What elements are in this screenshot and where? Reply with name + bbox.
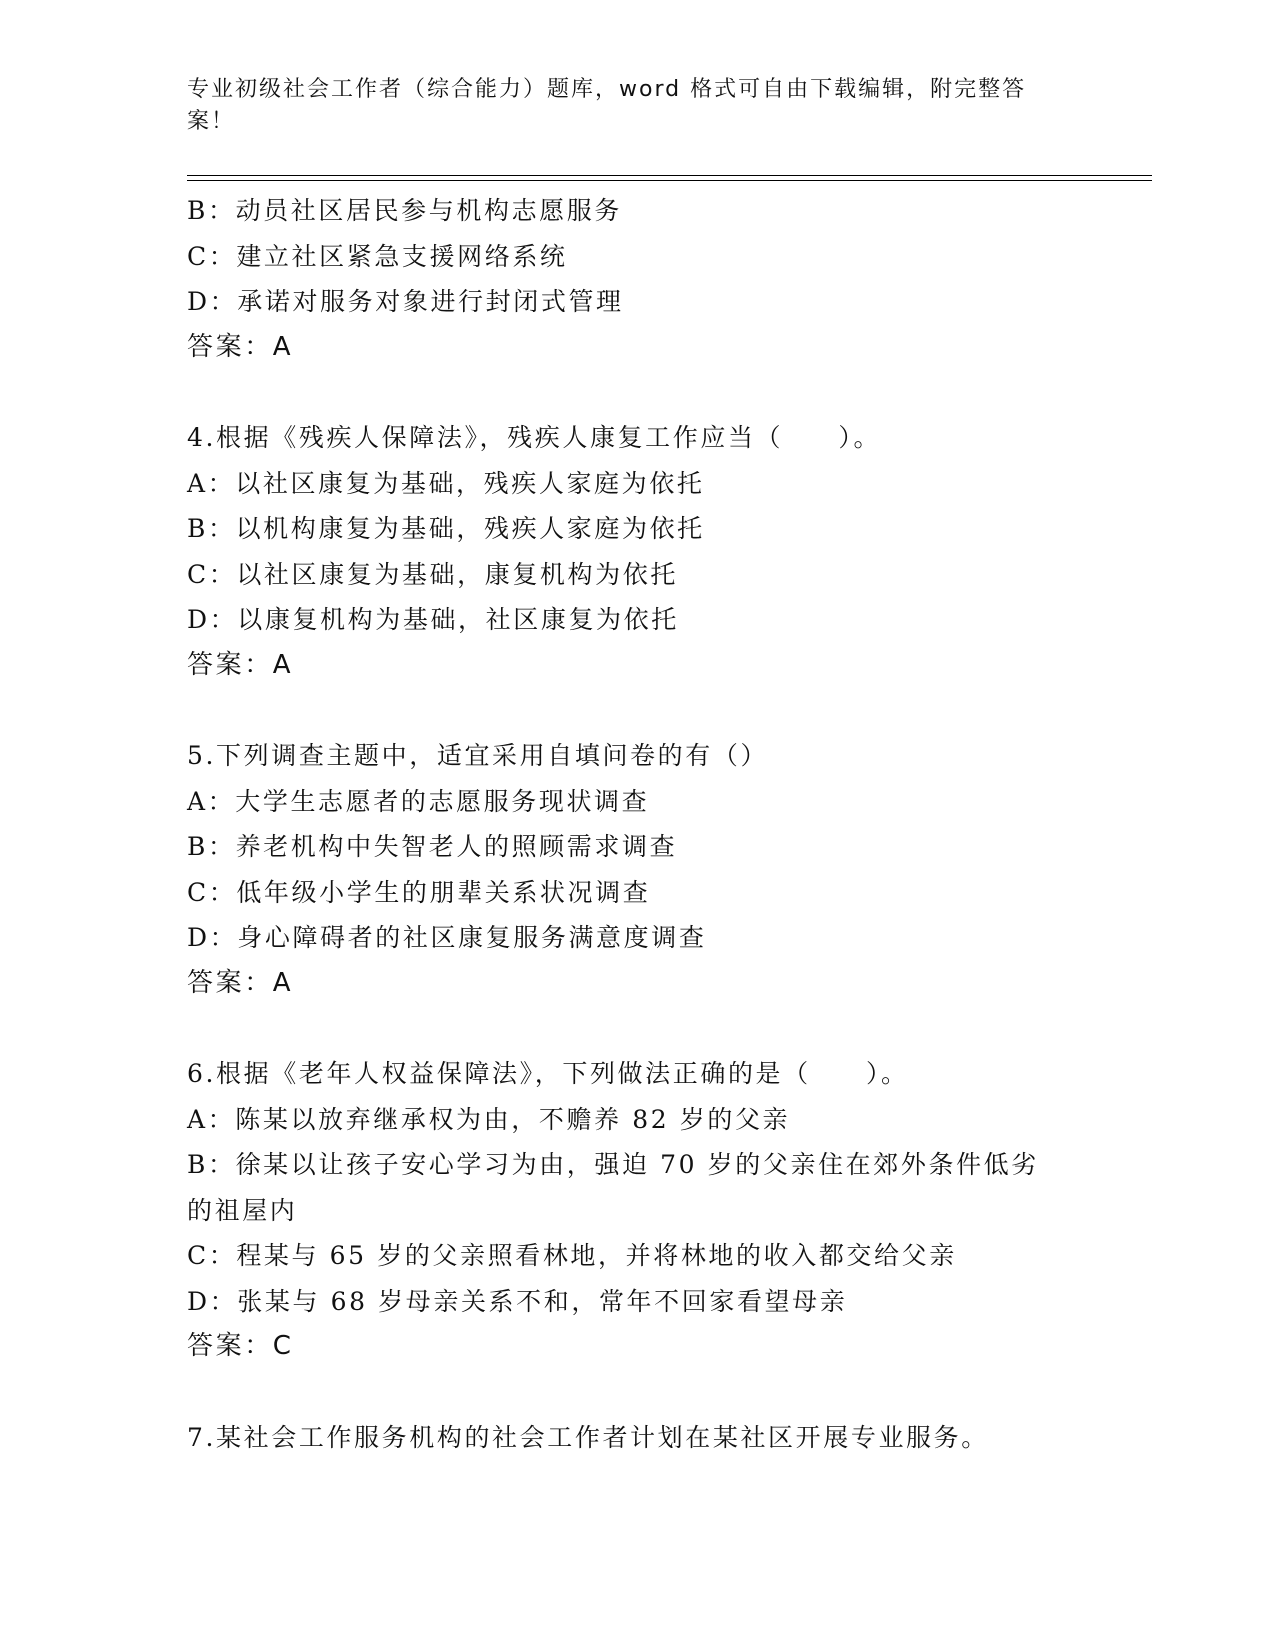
header-divider-top xyxy=(187,175,1152,176)
option-b-continued: 的祖屋内 xyxy=(187,1195,298,1225)
option-b: B：以机构康复为基础，残疾人家庭为依托 xyxy=(187,514,705,543)
question-3 xyxy=(187,188,1087,370)
option-b: B：徐某以让孩子安心学习为由，强迫 70 岁的父亲住在郊外条件低劣 xyxy=(187,1150,1039,1179)
spacer xyxy=(187,1006,1087,1051)
question-4 xyxy=(187,415,1087,688)
option-d: D：以康复机构为基础，社区康复为依托 xyxy=(187,605,679,634)
option-c: C：程某与 65 岁的父亲照看林地，并将林地的收入都交给父亲 xyxy=(187,1241,957,1270)
option-b: B：动员社区居民参与机构志愿服务 xyxy=(187,196,622,225)
option-c: C：以社区康复为基础，康复机构为依托 xyxy=(187,559,678,589)
question-text: 7.某社会工作服务机构的社会工作者计划在某社区开展专业服务。 xyxy=(187,1422,989,1452)
answer: 答案：C xyxy=(187,1331,294,1361)
spacer xyxy=(187,688,1087,733)
option-c: C：低年级小学生的朋辈关系状况调查 xyxy=(187,877,651,907)
question-5 xyxy=(187,733,1087,1006)
option-c: C：建立社区紧急支援网络系统 xyxy=(187,241,568,271)
option-a: A：大学生志愿者的志愿服务现状调查 xyxy=(187,786,650,816)
option-b: B：养老机构中失智老人的照顾需求调查 xyxy=(187,832,678,861)
answer: 答案：A xyxy=(187,331,294,362)
option-d: D：张某与 68 岁母亲关系不和，常年不回家看望母亲 xyxy=(187,1286,848,1316)
question-text: 4.根据《残疾人保障法》，残疾人康复工作应当（ ）。 xyxy=(187,423,882,452)
answer: 答案：A xyxy=(187,967,294,998)
question-list xyxy=(187,188,1087,1460)
header-divider-bottom xyxy=(187,180,1152,181)
question-text: 6.根据《老年人权益保障法》，下列做法正确的是（ ）。 xyxy=(187,1059,909,1088)
question-text: 5.下列调查主题中，适宜采用自填问卷的有（） xyxy=(187,741,769,770)
option-d: D：身心障碍者的社区康复服务满意度调查 xyxy=(187,923,707,952)
answer: 答案：A xyxy=(187,649,294,680)
option-a: A：以社区康复为基础，残疾人家庭为依托 xyxy=(187,468,705,498)
document-header: 专业初级社会工作者（综合能力）题库，word 格式可自由下载编辑，附完整答案！ xyxy=(187,77,1027,134)
spacer xyxy=(187,1370,1087,1415)
question-7 xyxy=(187,1415,1087,1461)
question-6 xyxy=(187,1051,1087,1370)
option-d: D：承诺对服务对象进行封闭式管理 xyxy=(187,287,624,316)
spacer xyxy=(187,370,1087,415)
option-a: A：陈某以放弃继承权为由，不赡养 82 岁的父亲 xyxy=(187,1104,791,1134)
